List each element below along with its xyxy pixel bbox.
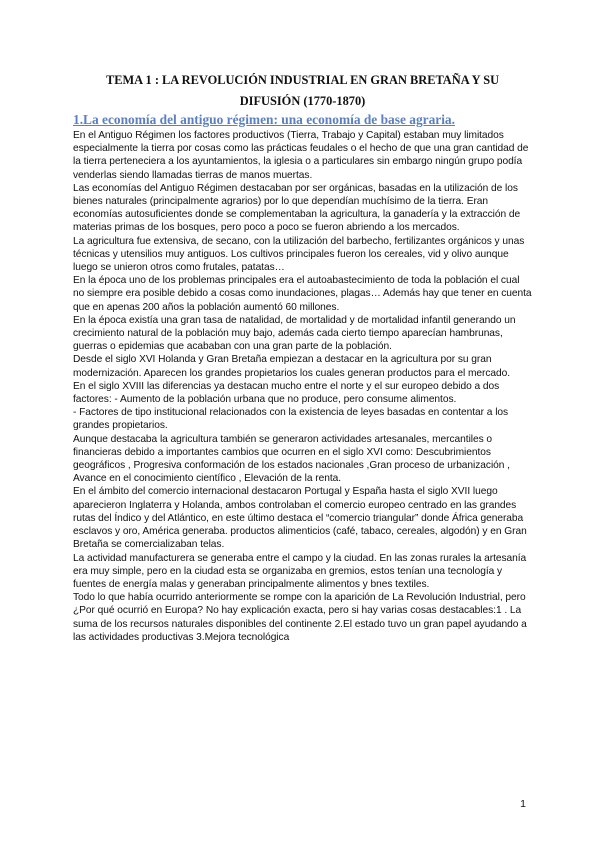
paragraph: Todo lo que había ocurrido anteriormente se rompe con la aparición de La Revolución Industrial, pero ¿Por qué ocurrió en Europa? No hay explicación exacta, pero si hay varias cosas destacables:1 . La suma de los recursos naturales disponibles del continente 2.El estado tuvo un gran papel ayudando a las actividades productivas 3.Mejora tecnológica — [73, 592, 527, 643]
paragraph: Las economías del Antiguo Régimen destacaban por ser orgánicas, basadas en la utilización de los bienes naturales (principalmente agrarios) por lo que dependían muchísimo de la tierra. Eran economías autosuficientes donde se complementaban la agricultura, la ganadería y la extracción de materias primas de los bosques, pero poco a poco se fueron abriendo a los mercados. — [73, 182, 521, 234]
paragraph: La actividad manufacturera se generaba entre el campo y la ciudad. En las zonas rurales la artesanía era muy simple, pero en la ciudad esta se organizaba en gremios, estos tenían una tecnología y fuentes de energía malas y generaban principalmente alimentos y bnes textiles. — [73, 552, 527, 590]
document-body — [73, 129, 532, 644]
paragraph: En el ámbito del comercio internacional destacaron Portugal y España hasta el siglo XVII luego aparecieron Inglaterra y Holanda, ambos controlaban el comercio europeo centrado en las grandes rutas del Índico y del Atlántico, en este último destaca el “comercio triangular” donde África generaba esclavos y oro, América generaba. productos alimenticios (café, tabaco, cereales, algodón) y en Gran Bretaña se comercializaban telas. — [73, 486, 527, 551]
section-heading: 1.La economía del antiguo régimen: una economía de base agraria. — [73, 112, 455, 127]
paragraph: - Factores de tipo institucional relacionados con la existencia de leyes basadas en contentar a los grandes propietarios. — [73, 407, 509, 432]
paragraph: Aunque destacaba la agricultura también se generaron actividades artesanales, mercantiles o financieras debido a importantes cambios que ocurren en el siglo XVI como: Descubrimientos geográficos , Progresiva conformación de los estados nacionales ,Gran proceso de urbanización , Avance en el conocimiento científico , Elevación de la renta. — [73, 433, 510, 485]
page-number: 1 — [520, 798, 526, 810]
paragraph: En la época uno de los problemas principales era el autoabastecimiento de toda la población el cual no siempre era posible debido a cosas como inundaciones, plagas… Además hay que tener en cuenta que en apenas 200 años la población aumentó 60 millones. — [73, 275, 532, 313]
paragraph: La agricultura fue extensiva, de secano, con la utilización del barbecho, fertilizantes orgánicos y unas técnicas y utensilios muy antiguos. Los cultivos principales fueron los cereales, vid y olivo aunque luego se unieron otros como frutales, patatas… — [73, 235, 525, 274]
paragraph: Desde el siglo XVI Holanda y Gran Bretaña empiezan a destacar en la agricultura por su gran modernización. Aparecen los grandes propietarios los cuales generan productos para el mercado. — [73, 354, 511, 379]
paragraph: En el Antiguo Régimen los factores productivos (Tierra, Trabajo y Capital) estaban muy limitados especialmente la tierra por cosas como las prácticas feudales o el hecho de que una gran cantidad de la tierra perteneciera a los ayuntamientos, la iglesia o a particulares sin embargo ningún grupo podía venderlas siendo llamadas tierras de manos muertas. — [73, 130, 529, 181]
paragraph: En el siglo XVIII las diferencias ya destacan mucho entre el norte y el sur europeo debido a dos factores: - Aumento de la población urbana que no produce, pero consume alimentos. — [73, 380, 500, 406]
paragraph: En la época existía una gran tasa de natalidad, de mortalidad y de mortalidad infantil generando un crecimiento natural de la población muy bajo, además cada cierto tiempo aparecían hambrunas, guerras o epidemias que acababan con una gran parte de la población. — [73, 314, 516, 353]
document-title: TEMA 1 : LA REVOLUCIÓN INDUSTRIAL EN GRAN BRETAÑA Y SU DIFUSIÓN (1770-1870) — [105, 73, 500, 108]
